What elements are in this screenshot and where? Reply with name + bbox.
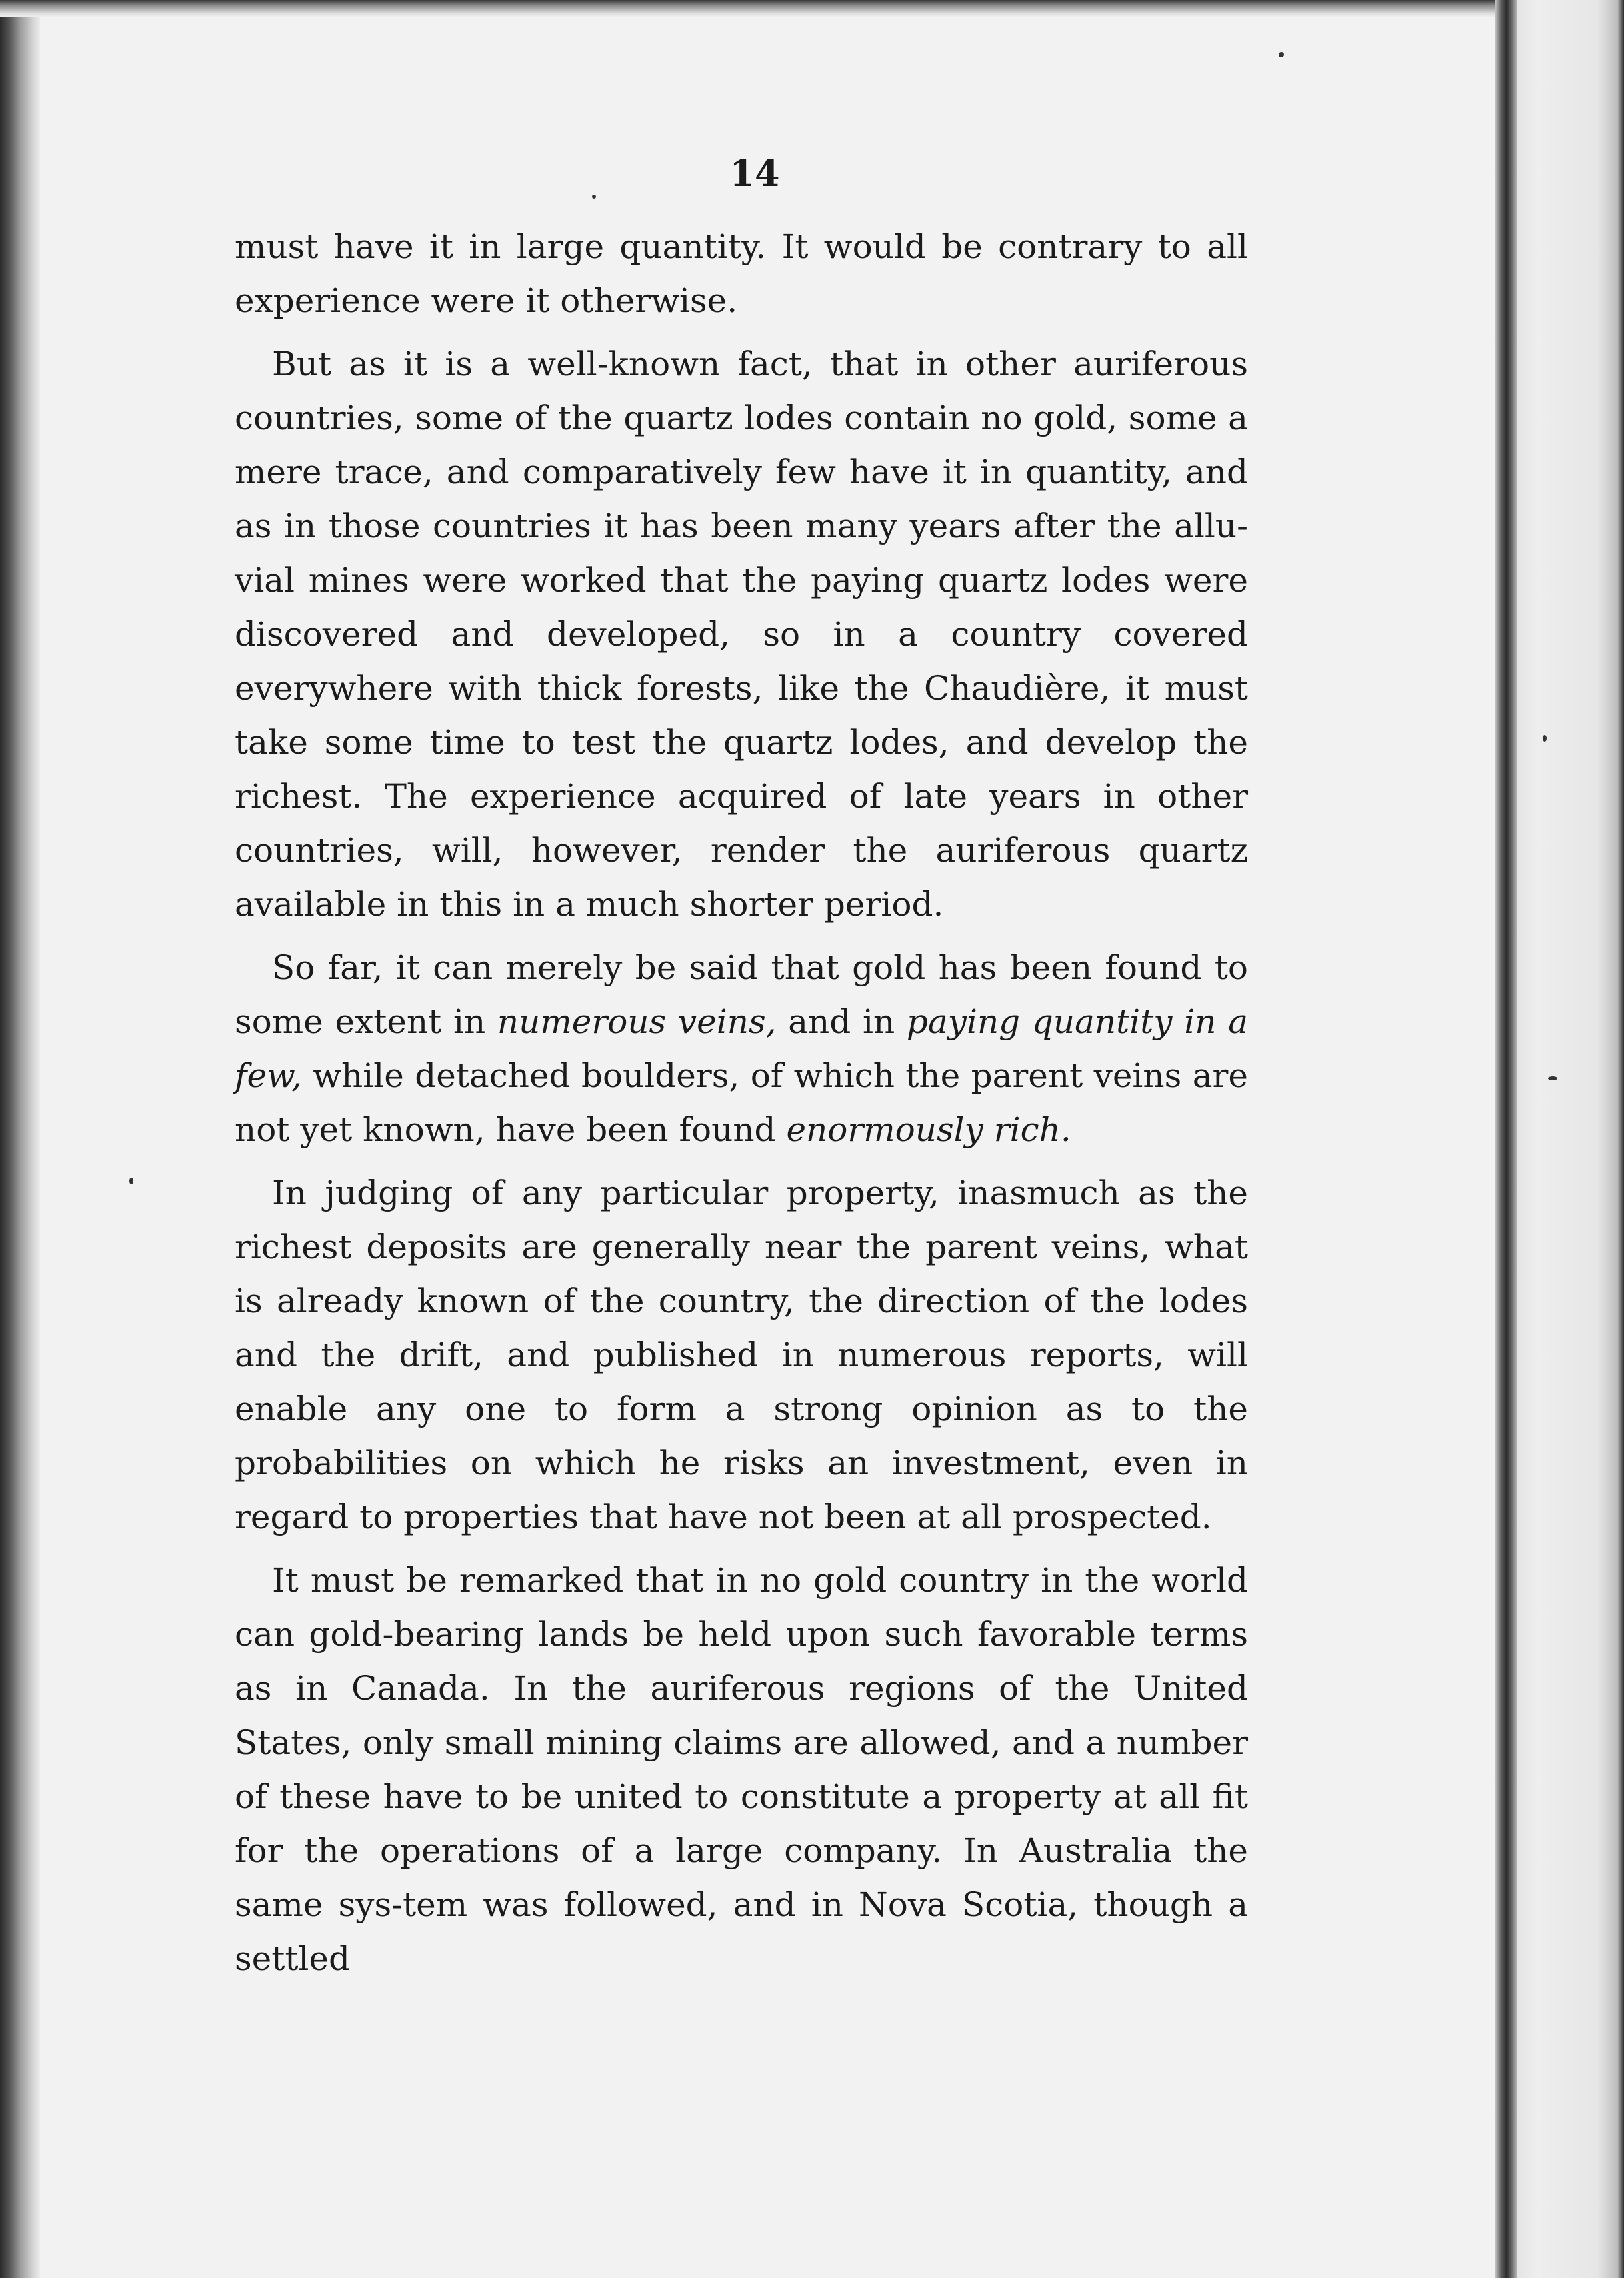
ink-speck [1543, 735, 1547, 742]
page-divider [1495, 0, 1517, 2278]
text-run: But as it is a well-known fact, that in other auriferous countries, some of the quartz lodes contain no gold, some a mere trace, and comparatively few have it in quantity, and as in those countries it has been many years after the allu-vial mines were worked that the paying quartz lodes were discovered and developed, so in a country covered everywhere with thick forests, like the Chaudière, it must take some time to test the quartz lodes, and develop the richest. The experience acquired of late years in other countries, will, however, render the auriferous quartz available in this in a much shorter period. [235, 345, 1248, 924]
ink-speck [129, 1178, 133, 1184]
text-run: In judging of any particular property, inasmuch as the richest deposits are generally near the parent veins, what is already known of the country, the direction of the lodes and the drift, and published in numerous reports, will enable any one to form a strong opinion as to the probabilities on which he risks an investment, even in regard to properties that have not been at all prospected. [235, 1174, 1248, 1536]
paragraph-p2 [235, 337, 1248, 932]
paragraph-list [235, 220, 1248, 1986]
text-run: while detached boulders, of which the parent veins are not yet known, have been found [235, 1056, 1248, 1149]
top-edge-shadow [0, 0, 1513, 17]
text-run: must have it in large quantity. It would be contrary to all experience were it otherwise. [235, 227, 1248, 320]
paragraph-p4 [235, 1166, 1248, 1544]
italic-run: paying quantity in a few, [235, 1002, 1249, 1095]
italic-run: numerous veins, [497, 1002, 777, 1041]
italic-run: enormously rich. [786, 1110, 1071, 1149]
text-run: So far, it can merely be said that gold has been found to some extent in [235, 948, 1248, 1041]
body-text [235, 140, 1248, 1995]
page-number: 14 [729, 152, 780, 195]
text-run: It must be remarked that in no gold country in the world can gold-bearing lands be held upon such favorable terms as in Canada. In the auriferous regions of the United States, only small mining claims are allowed, and a number of these have to be united to constitute a property at all fit for the operations of a large company. In Australia the same sys-tem was followed, and in Nova Scotia, though a settled [235, 1561, 1248, 1978]
text-run: and in [776, 1002, 907, 1041]
paragraph-p3 [235, 941, 1248, 1157]
adjacent-page-edge [1517, 0, 1624, 2278]
paragraph-p1 [235, 220, 1248, 328]
binding-shadow [0, 0, 40, 2278]
paragraph-p5 [235, 1554, 1248, 1986]
ink-speck [1279, 52, 1284, 57]
ink-speck [1548, 1076, 1557, 1080]
